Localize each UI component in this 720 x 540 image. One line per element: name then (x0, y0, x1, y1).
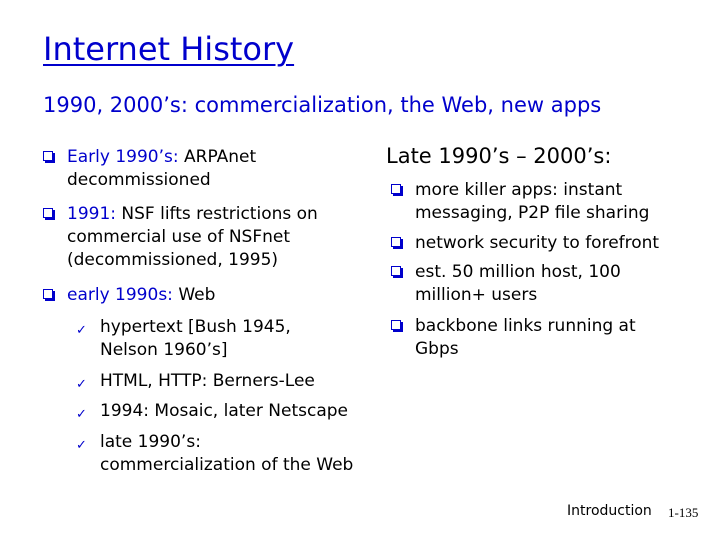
item-text: more killer apps: instant messaging, P2P file sharing (415, 180, 650, 223)
square-bullet-icon (43, 151, 53, 161)
right-heading: Late 1990’s – 2000’s: (386, 144, 612, 168)
checkmark-bullet-icon: ✓ (76, 407, 87, 422)
square-bullet-icon (391, 237, 401, 247)
item-text: network security to forefront (415, 233, 660, 253)
item-text: backbone links running at Gbps (415, 316, 636, 359)
item-text: est. 50 million host, 100 million+ users (415, 262, 621, 305)
checkmark-bullet-icon: ✓ (76, 323, 87, 338)
checkmark-bullet-icon: ✓ (76, 377, 87, 392)
subitem-text: 1994: Mosaic, later Netscape (100, 401, 348, 421)
item-prefix: 1991: (67, 204, 122, 224)
right-item-killer-apps (391, 179, 701, 225)
web-subitem-mosaic (76, 400, 376, 423)
web-subitem-hypertext (76, 316, 326, 362)
right-item-hosts (391, 261, 681, 307)
footer-section-label: Introduction (567, 503, 652, 519)
right-item-security (391, 232, 711, 255)
footer-page-number: 1-135 (668, 505, 699, 520)
square-bullet-icon (43, 289, 53, 299)
subitem-text: HTML, HTTP: Berners-Lee (100, 371, 315, 391)
square-bullet-icon (391, 184, 401, 194)
subitem-text: late 1990’s: (100, 432, 201, 452)
square-bullet-icon (391, 266, 401, 276)
web-subitem-html (76, 370, 376, 393)
subitem-text-continued: commercialization of the Web (100, 455, 354, 475)
square-bullet-icon (391, 320, 401, 330)
item-prefix: Early 1990’s: (67, 147, 184, 167)
left-item-nsf (43, 203, 363, 272)
item-text: NSF lifts restrictions on commercial use of NSFnet (decommissioned, 1995) (67, 204, 318, 270)
subitem-text: hypertext [Bush 1945, Nelson 1960’s] (100, 317, 291, 360)
left-item-arpanet (43, 146, 343, 192)
square-bullet-icon (43, 208, 53, 218)
item-text: Web (178, 285, 216, 305)
item-text: ARPAnet decommissioned (67, 147, 257, 190)
left-item-web (43, 284, 343, 307)
item-prefix: early 1990s: (67, 285, 179, 305)
checkmark-bullet-icon: ✓ (76, 438, 87, 453)
slide-subtitle: 1990, 2000’s: commercialization, the Web, new apps (43, 93, 602, 117)
web-subitem-commercialization (76, 431, 376, 477)
right-item-backbone (391, 315, 661, 361)
slide-title: Internet History (43, 30, 295, 68)
